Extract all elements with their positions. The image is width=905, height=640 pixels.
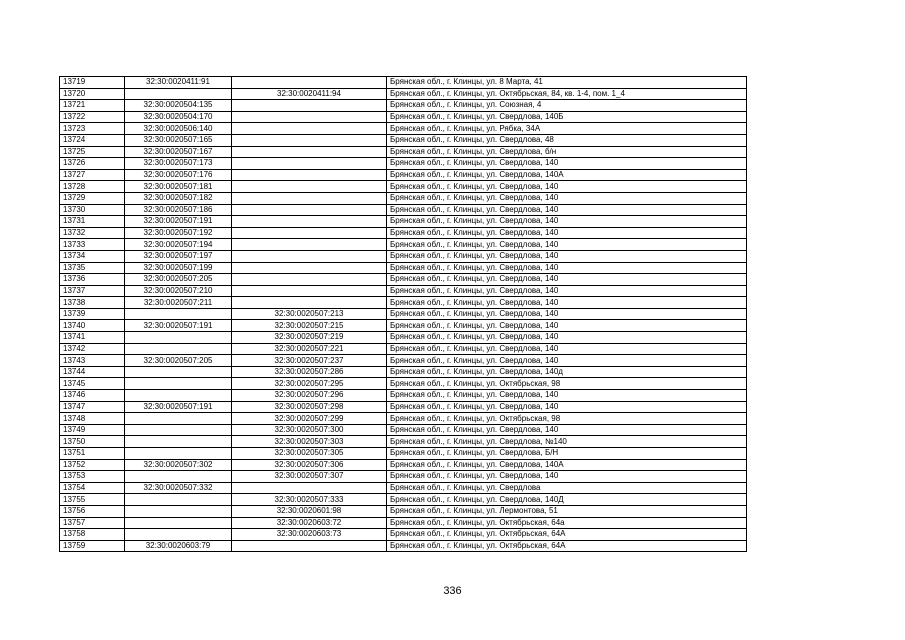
cadastral-number-cell: 32:30:0020411:91 [125,77,232,89]
object-cadastral-number-cell: 32:30:0020601:98 [232,505,387,517]
cadastral-number-cell [125,517,232,529]
address-cell: Брянская обл., г. Клинцы, ул. Свердлова [387,482,747,494]
cadastral-number-cell: 32:30:0020507:211 [125,297,232,309]
row-number-cell: 13737 [60,285,125,297]
object-cadastral-number-cell [232,262,387,274]
row-number-cell: 13731 [60,216,125,228]
row-number-cell: 13758 [60,529,125,541]
address-cell: Брянская обл., г. Клинцы, ул. Свердлова, 140Б [387,111,747,123]
row-number-cell: 13722 [60,111,125,123]
address-cell: Брянская обл., г. Клинцы, ул. Октябрьская, 64А [387,529,747,541]
row-number-cell: 13724 [60,134,125,146]
cadastral-number-cell: 32:30:0020507:191 [125,401,232,413]
cadastral-number-cell [125,88,232,100]
table-row [60,274,747,286]
object-cadastral-number-cell: 32:30:0020507:219 [232,332,387,344]
cadastral-number-cell: 32:30:0020507:191 [125,216,232,228]
address-cell: Брянская обл., г. Клинцы, ул. Свердлова, 140 [387,308,747,320]
address-cell: Брянская обл., г. Клинцы, ул. Свердлова, Б/Н [387,448,747,460]
row-number-cell: 13755 [60,494,125,506]
row-number-cell: 13730 [60,204,125,216]
address-cell: Брянская обл., г. Клинцы, ул. Свердлова, 140д [387,366,747,378]
object-cadastral-number-cell: 32:30:0020507:303 [232,436,387,448]
table-row [60,378,747,390]
row-number-cell: 13753 [60,471,125,483]
object-cadastral-number-cell [232,158,387,170]
page-number: 336 [443,585,462,597]
row-number-cell: 13741 [60,332,125,344]
row-number-cell: 13748 [60,413,125,425]
table-row [60,390,747,402]
address-cell: Брянская обл., г. Клинцы, ул. Октябрьская, 64А [387,540,747,552]
cadastral-number-cell: 32:30:0020507:197 [125,250,232,262]
row-number-cell: 13754 [60,482,125,494]
table-row [60,297,747,309]
address-cell: Брянская обл., г. Клинцы, ул. Свердлова, №140 [387,436,747,448]
table-row [60,146,747,158]
object-cadastral-number-cell [232,482,387,494]
row-number-cell: 13738 [60,297,125,309]
cadastral-number-cell [125,424,232,436]
object-cadastral-number-cell: 32:30:0020507:305 [232,448,387,460]
cadastral-number-cell [125,529,232,541]
object-cadastral-number-cell [232,297,387,309]
address-cell: Брянская обл., г. Клинцы, ул. Свердлова, 140 [387,401,747,413]
address-cell: Брянская обл., г. Клинцы, ул. Союзная, 4 [387,100,747,112]
address-cell: Брянская обл., г. Клинцы, ул. Свердлова, 140 [387,204,747,216]
object-cadastral-number-cell: 32:30:0020507:298 [232,401,387,413]
table-row [60,308,747,320]
address-cell: Брянская обл., г. Клинцы, ул. Свердлова, 140 [387,250,747,262]
address-cell: Брянская обл., г. Клинцы, ул. Свердлова, 140 [387,297,747,309]
cadastral-number-cell: 32:30:0020507:176 [125,169,232,181]
table-row [60,413,747,425]
row-number-cell: 13751 [60,448,125,460]
object-cadastral-number-cell [232,100,387,112]
table-row [60,471,747,483]
table-row [60,424,747,436]
cadastral-number-cell: 32:30:0020507:167 [125,146,232,158]
row-number-cell: 13756 [60,505,125,517]
table-row [60,169,747,181]
cadastral-number-cell [125,471,232,483]
table-row [60,88,747,100]
table-row [60,216,747,228]
object-cadastral-number-cell [232,227,387,239]
table-row [60,285,747,297]
object-cadastral-number-cell [232,77,387,89]
row-number-cell: 13732 [60,227,125,239]
table-row [60,517,747,529]
table-row [60,320,747,332]
cadastral-number-cell [125,343,232,355]
object-cadastral-number-cell [232,239,387,251]
cadastral-number-cell [125,494,232,506]
address-cell: Брянская обл., г. Клинцы, ул. Свердлова, 140 [387,332,747,344]
object-cadastral-number-cell: 32:30:0020507:299 [232,413,387,425]
object-cadastral-number-cell [232,540,387,552]
cadastral-number-cell: 32:30:0020507:191 [125,320,232,332]
table-row [60,332,747,344]
cadastral-number-cell: 32:30:0020504:170 [125,111,232,123]
table-row [60,250,747,262]
row-number-cell: 13752 [60,459,125,471]
row-number-cell: 13740 [60,320,125,332]
object-cadastral-number-cell: 32:30:0020603:73 [232,529,387,541]
table-row [60,227,747,239]
row-number-cell: 13736 [60,274,125,286]
row-number-cell: 13759 [60,540,125,552]
object-cadastral-number-cell [232,181,387,193]
address-cell: Брянская обл., г. Клинцы, ул. Свердлова, 140 [387,355,747,367]
row-number-cell: 13734 [60,250,125,262]
object-cadastral-number-cell [232,274,387,286]
object-cadastral-number-cell [232,134,387,146]
cadastral-number-cell [125,505,232,517]
cadastral-number-cell: 32:30:0020507:302 [125,459,232,471]
table-row [60,459,747,471]
table-row [60,505,747,517]
object-cadastral-number-cell [232,169,387,181]
table-row [60,181,747,193]
row-number-cell: 13719 [60,77,125,89]
address-cell: Брянская обл., г. Клинцы, ул. Октябрьская, 98 [387,378,747,390]
row-number-cell: 13742 [60,343,125,355]
table-row [60,77,747,89]
address-cell: Брянская обл., г. Клинцы, ул. Лермонтова, 51 [387,505,747,517]
address-cell: Брянская обл., г. Клинцы, ул. Свердлова, 140А [387,459,747,471]
table-row [60,100,747,112]
address-cell: Брянская обл., г. Клинцы, ул. Свердлова, 140А [387,169,747,181]
cadastral-number-cell: 32:30:0020603:79 [125,540,232,552]
address-cell: Брянская обл., г. Клинцы, ул. Свердлова, 140 [387,216,747,228]
row-number-cell: 13727 [60,169,125,181]
table-row [60,540,747,552]
records-table-body [60,77,747,552]
cadastral-number-cell: 32:30:0020507:199 [125,262,232,274]
cadastral-number-cell [125,448,232,460]
address-cell: Брянская обл., г. Клинцы, ул. 8 Марта, 41 [387,77,747,89]
table-row [60,111,747,123]
row-number-cell: 13747 [60,401,125,413]
row-number-cell: 13733 [60,239,125,251]
object-cadastral-number-cell [232,204,387,216]
address-cell: Брянская обл., г. Клинцы, ул. Свердлова, 140 [387,320,747,332]
object-cadastral-number-cell: 32:30:0020507:296 [232,390,387,402]
table-row [60,482,747,494]
object-cadastral-number-cell: 32:30:0020603:72 [232,517,387,529]
object-cadastral-number-cell: 32:30:0020411:94 [232,88,387,100]
cadastral-number-cell: 32:30:0020507:210 [125,285,232,297]
row-number-cell: 13744 [60,366,125,378]
address-cell: Брянская обл., г. Клинцы, ул. Свердлова, 140 [387,262,747,274]
object-cadastral-number-cell [232,250,387,262]
cadastral-number-cell: 32:30:0020507:192 [125,227,232,239]
address-cell: Брянская обл., г. Клинцы, ул. Свердлова, 140 [387,192,747,204]
cadastral-number-cell [125,413,232,425]
row-number-cell: 13728 [60,181,125,193]
table-row [60,204,747,216]
table-row [60,355,747,367]
row-number-cell: 13746 [60,390,125,402]
object-cadastral-number-cell [232,192,387,204]
row-number-cell: 13739 [60,308,125,320]
object-cadastral-number-cell: 32:30:0020507:300 [232,424,387,436]
address-cell: Брянская обл., г. Клинцы, ул. Свердлова, 140 [387,181,747,193]
address-cell: Брянская обл., г. Клинцы, ул. Свердлова, 140 [387,274,747,286]
address-cell: Брянская обл., г. Клинцы, ул. Октябрьская, 98 [387,413,747,425]
object-cadastral-number-cell [232,146,387,158]
address-cell: Брянская обл., г. Клинцы, ул. Свердлова, 140 [387,471,747,483]
object-cadastral-number-cell: 32:30:0020507:307 [232,471,387,483]
table-row [60,239,747,251]
cadastral-number-cell: 32:30:0020507:332 [125,482,232,494]
table-row [60,262,747,274]
cadastral-number-cell: 32:30:0020507:173 [125,158,232,170]
object-cadastral-number-cell [232,123,387,135]
table-row [60,158,747,170]
address-cell: Брянская обл., г. Клинцы, ул. Свердлова, 140 [387,239,747,251]
cadastral-number-cell: 32:30:0020506:140 [125,123,232,135]
table-row [60,436,747,448]
row-number-cell: 13720 [60,88,125,100]
cadastral-number-cell: 32:30:0020507:205 [125,274,232,286]
object-cadastral-number-cell: 32:30:0020507:295 [232,378,387,390]
object-cadastral-number-cell: 32:30:0020507:306 [232,459,387,471]
table-row [60,134,747,146]
address-cell: Брянская обл., г. Клинцы, ул. Свердлова, 140 [387,424,747,436]
records-table [59,76,747,552]
address-cell: Брянская обл., г. Клинцы, ул. Свердлова, 140 [387,227,747,239]
row-number-cell: 13725 [60,146,125,158]
table-row [60,192,747,204]
row-number-cell: 13745 [60,378,125,390]
table-row [60,448,747,460]
cadastral-number-cell [125,436,232,448]
object-cadastral-number-cell: 32:30:0020507:213 [232,308,387,320]
cadastral-number-cell [125,366,232,378]
cadastral-number-cell: 32:30:0020507:181 [125,181,232,193]
row-number-cell: 13750 [60,436,125,448]
cadastral-number-cell: 32:30:0020507:165 [125,134,232,146]
address-cell: Брянская обл., г. Клинцы, ул. Рябка, 34А [387,123,747,135]
cadastral-number-cell [125,378,232,390]
table-row [60,366,747,378]
address-cell: Брянская обл., г. Клинцы, ул. Свердлова, 140 [387,343,747,355]
object-cadastral-number-cell [232,216,387,228]
row-number-cell: 13749 [60,424,125,436]
address-cell: Брянская обл., г. Клинцы, ул. Октябрьская, 64а [387,517,747,529]
row-number-cell: 13735 [60,262,125,274]
table-row [60,123,747,135]
row-number-cell: 13723 [60,123,125,135]
object-cadastral-number-cell: 32:30:0020507:221 [232,343,387,355]
address-cell: Брянская обл., г. Клинцы, ул. Свердлова, 140 [387,285,747,297]
object-cadastral-number-cell [232,111,387,123]
cadastral-number-cell: 32:30:0020507:194 [125,239,232,251]
table-row [60,494,747,506]
address-cell: Брянская обл., г. Клинцы, ул. Октябрьская, 84, кв. 1-4, пом. 1_4 [387,88,747,100]
address-cell: Брянская обл., г. Клинцы, ул. Свердлова, б/н [387,146,747,158]
cadastral-number-cell: 32:30:0020507:205 [125,355,232,367]
object-cadastral-number-cell: 32:30:0020507:286 [232,366,387,378]
address-cell: Брянская обл., г. Клинцы, ул. Свердлова, 48 [387,134,747,146]
cadastral-number-cell: 32:30:0020507:186 [125,204,232,216]
row-number-cell: 13757 [60,517,125,529]
object-cadastral-number-cell: 32:30:0020507:215 [232,320,387,332]
cadastral-number-cell [125,332,232,344]
row-number-cell: 13721 [60,100,125,112]
object-cadastral-number-cell: 32:30:0020507:237 [232,355,387,367]
address-cell: Брянская обл., г. Клинцы, ул. Свердлова, 140 [387,158,747,170]
object-cadastral-number-cell: 32:30:0020507:333 [232,494,387,506]
address-cell: Брянская обл., г. Клинцы, ул. Свердлова, 140 [387,390,747,402]
table-row [60,401,747,413]
address-cell: Брянская обл., г. Клинцы, ул. Свердлова, 140Д [387,494,747,506]
table-row [60,529,747,541]
table-row [60,343,747,355]
row-number-cell: 13743 [60,355,125,367]
row-number-cell: 13729 [60,192,125,204]
cadastral-number-cell: 32:30:0020504:135 [125,100,232,112]
row-number-cell: 13726 [60,158,125,170]
cadastral-number-cell: 32:30:0020507:182 [125,192,232,204]
cadastral-number-cell [125,308,232,320]
object-cadastral-number-cell [232,285,387,297]
cadastral-number-cell [125,390,232,402]
